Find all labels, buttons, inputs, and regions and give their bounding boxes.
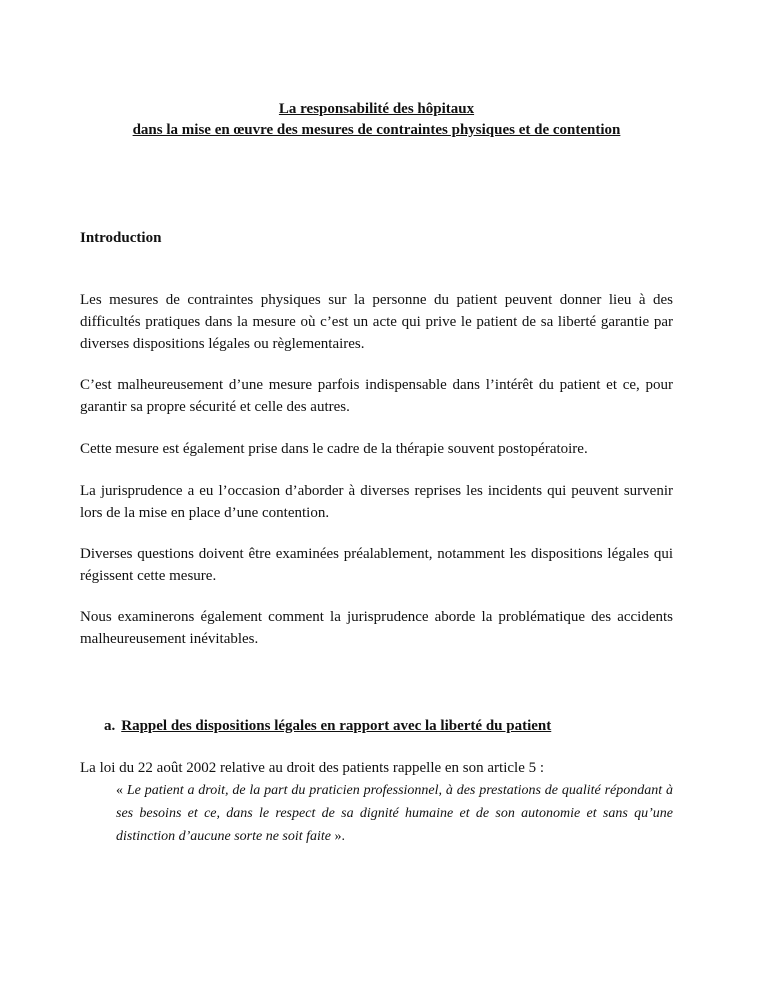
article-5-quote [116,779,673,848]
document-title [80,99,673,141]
law-intro-text: La loi du 22 août 2002 relative au droit des patients rappelle en son article 5 : [80,760,545,776]
quote-open-mark: « [116,783,127,798]
title-line-2: dans la mise en œuvre des mesures de contraintes physiques et de contention [132,122,621,138]
section-a-heading [104,716,551,737]
intro-paragraph-3: Cette mesure est également prise dans le cadre de la thérapie souvent postopératoire. [80,441,588,457]
introduction-heading: Introduction [80,230,162,246]
intro-paragraph-6: Nous examinerons également comment la jurisprudence aborde la problématique des accidents malheureusement inévitables. [80,609,673,647]
intro-paragraph-1: Les mesures de contraintes physiques sur la personne du patient peuvent donner lieu à des difficultés pratiques dans la mesure où c’est un acte qui prive le patient de sa liberté garantie par diverses dispositions légales ou règlementaires. [80,292,673,352]
section-a-title: Rappel des dispositions légales en rapport avec la liberté du patient [121,718,552,734]
intro-paragraph-2: C’est malheureusement d’une mesure parfois indispensable dans l’intérêt du patient et ce, pour garantir sa propre sécurité et celle des autres. [80,377,673,415]
intro-paragraph-5: Diverses questions doivent être examinées préalablement, notamment les dispositions légales qui régissent cette mesure. [80,546,673,584]
title-line-1: La responsabilité des hôpitaux [278,101,475,117]
section-a-number: a. [104,718,116,734]
quote-close-mark: ». [331,829,346,844]
quote-text: Le patient a droit, de la part du praticien professionnel, à des prestations de qualité répondant à ses besoins et ce, dans le respect de sa dignité humaine et de son autonomie et sans qu’une distinction d’aucune sorte ne soit faite [116,783,673,844]
intro-paragraph-4: La jurisprudence a eu l’occasion d’aborder à diverses reprises les incidents qui peuvent survenir lors de la mise en place d’une contention. [80,483,673,521]
